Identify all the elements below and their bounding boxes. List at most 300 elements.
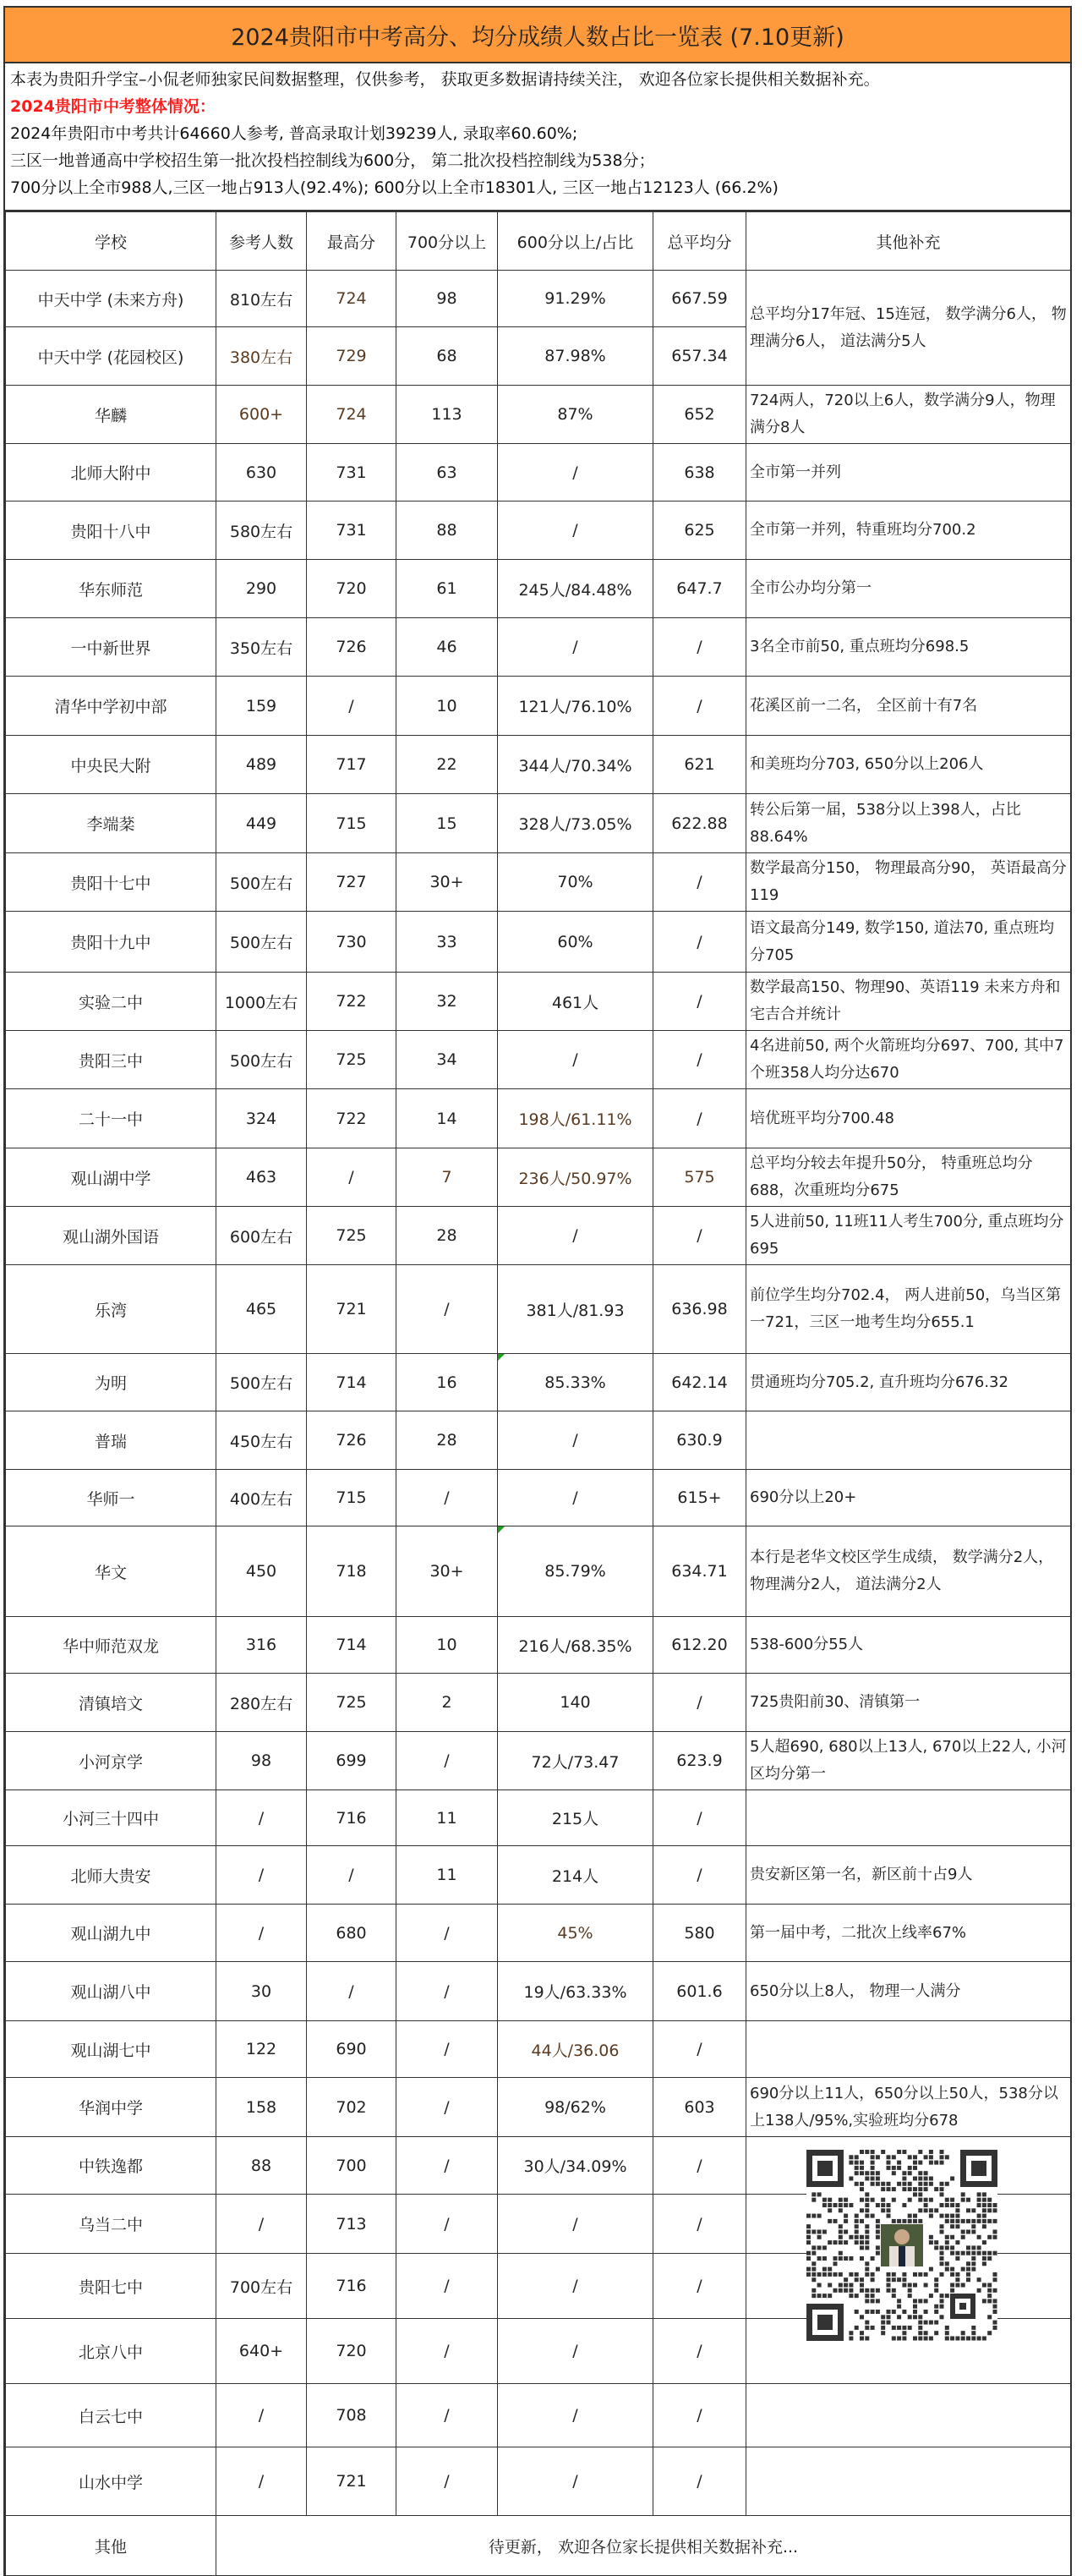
table-row xyxy=(6,1470,1071,1526)
table-row xyxy=(6,2447,1071,2516)
cell-avg: 615+ xyxy=(653,1470,746,1526)
cell-max: 716 xyxy=(307,2254,396,2319)
cell-over600: 87% xyxy=(498,386,653,444)
cell-max: 702 xyxy=(307,2078,396,2137)
cell-max: 680 xyxy=(307,1905,396,1962)
cell-over600: 85.33% xyxy=(498,1354,653,1411)
footer-text: 待更新， 欢迎各位家长提供相关数据补充... xyxy=(216,2516,1071,2576)
cell-over600: 236人/50.97% xyxy=(498,1148,653,1207)
cell-school: 贵阳十七中 xyxy=(6,853,216,912)
cell-count: / xyxy=(216,1846,307,1905)
cell-over700: / xyxy=(396,1732,498,1790)
cell-over600: 72人/73.47 xyxy=(498,1732,653,1790)
cell-school: 中铁逸都 xyxy=(6,2137,216,2195)
cell-note: 690分以上11人，650分以上50人，538分以上138人/95%,实验班均分678 xyxy=(746,2078,1071,2137)
cell-max: 730 xyxy=(307,912,396,973)
cell-max: / xyxy=(307,1846,396,1905)
cell-count: 580左右 xyxy=(216,501,307,560)
header-over600: 600分以上/占比 xyxy=(498,212,653,271)
cell-avg: 667.59 xyxy=(653,271,746,327)
cell-avg: / xyxy=(653,973,746,1031)
cell-over700: / xyxy=(396,1470,498,1526)
cell-over600: / xyxy=(498,444,653,501)
cell-count: 463 xyxy=(216,1148,307,1207)
table-header-row xyxy=(6,212,1071,271)
header-school: 学校 xyxy=(6,212,216,271)
cell-count: 810左右 xyxy=(216,271,307,327)
table-row xyxy=(6,1089,1071,1148)
table-row xyxy=(6,1207,1071,1265)
cell-avg: / xyxy=(653,677,746,736)
cell-school: 华东师范 xyxy=(6,560,216,618)
cell-avg: / xyxy=(653,1846,746,1905)
cell-over700: 2 xyxy=(396,1674,498,1732)
cell-over600: 70% xyxy=(498,853,653,912)
cell-over700: 16 xyxy=(396,1354,498,1411)
cell-note: 全市第一并列，特重班均分700.2 xyxy=(746,501,1071,560)
table-row xyxy=(6,1526,1071,1617)
cell-school: 清华中学初中部 xyxy=(6,677,216,736)
cell-school: 贵阳十八中 xyxy=(6,501,216,560)
cell-note xyxy=(746,2384,1071,2447)
cell-over600: / xyxy=(498,2384,653,2447)
cell-max: 720 xyxy=(307,560,396,618)
cell-over600: / xyxy=(498,1031,653,1089)
cell-school: 华麟 xyxy=(6,386,216,444)
cell-over600: 91.29% xyxy=(498,271,653,327)
table-row xyxy=(6,444,1071,501)
cell-count: 630 xyxy=(216,444,307,501)
cell-over700: 30+ xyxy=(396,1526,498,1617)
cell-over600: 214人 xyxy=(498,1846,653,1905)
cell-school: 为明 xyxy=(6,1354,216,1411)
cell-avg: / xyxy=(653,1031,746,1089)
cell-school: 李端棻 xyxy=(6,794,216,853)
cell-school: 山水中学 xyxy=(6,2447,216,2516)
cell-note: 花溪区前一二名， 全区前十有7名 xyxy=(746,677,1071,736)
cell-note: 贯通班均分705.2, 直升班均分676.32 xyxy=(746,1354,1071,1411)
cell-over700: / xyxy=(396,2021,498,2078)
cell-over600: / xyxy=(498,618,653,677)
cell-over600: 140 xyxy=(498,1674,653,1732)
cell-over700: 30+ xyxy=(396,853,498,912)
table-row xyxy=(6,501,1071,560)
cell-avg: / xyxy=(653,2319,746,2384)
cell-school: 北京八中 xyxy=(6,2319,216,2384)
table-row xyxy=(6,1962,1071,2021)
cell-school: 中天中学 (花园校区) xyxy=(6,327,216,386)
cell-over600: / xyxy=(498,2447,653,2516)
cell-max: 725 xyxy=(307,1207,396,1265)
cell-school: 观山湖中学 xyxy=(6,1148,216,1207)
cell-over600: 98/62% xyxy=(498,2078,653,2137)
cell-avg: 638 xyxy=(653,444,746,501)
cell-max: 716 xyxy=(307,1790,396,1846)
cell-max: 722 xyxy=(307,1089,396,1148)
cell-count: 500左右 xyxy=(216,1354,307,1411)
table-row xyxy=(6,677,1071,736)
cell-over700: 14 xyxy=(396,1089,498,1148)
cell-over700: / xyxy=(396,2078,498,2137)
cell-avg: 636.98 xyxy=(653,1265,746,1354)
table-row xyxy=(6,973,1071,1031)
cell-school: 观山湖九中 xyxy=(6,1905,216,1962)
cell-note: 数学最高150、物理90、英语119 未来方舟和宅吉合并统计 xyxy=(746,973,1071,1031)
cell-over600: 215人 xyxy=(498,1790,653,1846)
cell-school: 贵阳三中 xyxy=(6,1031,216,1089)
table-row xyxy=(6,1905,1071,1962)
cell-max: 714 xyxy=(307,1617,396,1674)
cell-count: 159 xyxy=(216,677,307,736)
cell-over700: 10 xyxy=(396,677,498,736)
cell-avg: 603 xyxy=(653,2078,746,2137)
cell-note: 和美班均分703, 650分以上206人 xyxy=(746,736,1071,794)
intro-heading: 2024贵阳市中考整体情况： xyxy=(10,97,216,116)
cell-over600: / xyxy=(498,2319,653,2384)
cell-max: 722 xyxy=(307,973,396,1031)
cell-over700: / xyxy=(396,1962,498,2021)
cell-max: 708 xyxy=(307,2384,396,2447)
cell-school: 华润中学 xyxy=(6,2078,216,2137)
cell-school: 观山湖八中 xyxy=(6,1962,216,2021)
cell-max: 731 xyxy=(307,501,396,560)
cell-over600: 30人/34.09% xyxy=(498,2137,653,2195)
cell-avg: 642.14 xyxy=(653,1354,746,1411)
cell-school: 北师大贵安 xyxy=(6,1846,216,1905)
cell-over600: 19人/63.33% xyxy=(498,1962,653,2021)
cell-over600: 381人/81.93 xyxy=(498,1265,653,1354)
cell-over700: / xyxy=(396,2195,498,2254)
cell-over600: 121人/76.10% xyxy=(498,677,653,736)
table-row xyxy=(6,794,1071,853)
cell-school: 小河三十四中 xyxy=(6,1790,216,1846)
cell-max: 720 xyxy=(307,2319,396,2384)
table-row xyxy=(6,1031,1071,1089)
cell-avg: / xyxy=(653,2447,746,2516)
table-row xyxy=(6,2384,1071,2447)
footer-label: 其他 xyxy=(6,2516,216,2576)
cell-max: 727 xyxy=(307,853,396,912)
table-row xyxy=(6,736,1071,794)
cell-avg: / xyxy=(653,1207,746,1265)
cell-school: 华文 xyxy=(6,1526,216,1617)
cell-over600: 85.79% xyxy=(498,1526,653,1617)
cell-count: / xyxy=(216,2384,307,2447)
cell-over600: 216人/68.35% xyxy=(498,1617,653,1674)
cell-school: 贵阳十九中 xyxy=(6,912,216,973)
cell-count: / xyxy=(216,2447,307,2516)
cell-note xyxy=(746,2447,1071,2516)
cell-max: 699 xyxy=(307,1732,396,1790)
cell-avg: / xyxy=(653,853,746,912)
cell-count: / xyxy=(216,1790,307,1846)
cell-over700: 32 xyxy=(396,973,498,1031)
cell-avg: 652 xyxy=(653,386,746,444)
cell-over600: / xyxy=(498,1207,653,1265)
qr-code-icon xyxy=(806,2150,997,2341)
cell-over700: 46 xyxy=(396,618,498,677)
page-title: 2024贵阳市中考高分、均分成绩人数占比一览表 (7.10更新) xyxy=(5,8,1070,63)
table-row xyxy=(6,1148,1071,1207)
cell-over700: 28 xyxy=(396,1411,498,1470)
cell-note: 总平均分较去年提升50分， 特重班总均分688，次重班均分675 xyxy=(746,1148,1071,1207)
footer-row xyxy=(6,2516,1071,2576)
cell-max: 724 xyxy=(307,271,396,327)
cell-count: 600+ xyxy=(216,386,307,444)
cell-school: 小河京学 xyxy=(6,1732,216,1790)
cell-over700: 7 xyxy=(396,1148,498,1207)
cell-count: 400左右 xyxy=(216,1470,307,1526)
intro-line-4: 700分以上全市988人,三区一地占913人(92.4%); 600分以上全市18301人, 三区一地占12123人 (66.2%) xyxy=(10,178,779,197)
cell-note: 第一届中考，二批次上线率67% xyxy=(746,1905,1071,1962)
cell-school: 二十一中 xyxy=(6,1089,216,1148)
cell-count: 380左右 xyxy=(216,327,307,386)
cell-school: 中央民大附 xyxy=(6,736,216,794)
table-row xyxy=(6,1411,1071,1470)
table-row xyxy=(6,853,1071,912)
table-row xyxy=(6,1732,1071,1790)
cell-school: 一中新世界 xyxy=(6,618,216,677)
cell-count: 324 xyxy=(216,1089,307,1148)
cell-count: 450左右 xyxy=(216,1411,307,1470)
cell-note: 语文最高分149, 数学150, 道法70, 重点班均分705 xyxy=(746,912,1071,973)
cell-note: 转公后第一届，538分以上398人，占比88.64% xyxy=(746,794,1071,853)
cell-count: 158 xyxy=(216,2078,307,2137)
cell-school: 乌当二中 xyxy=(6,2195,216,2254)
cell-note: 数学最高分150， 物理最高分90， 英语最高分119 xyxy=(746,853,1071,912)
cell-over700: / xyxy=(396,2137,498,2195)
cell-over600: 198人/61.11% xyxy=(498,1089,653,1148)
cell-note: 5人超690, 680以上13人, 670以上22人, 小河区均分第一 xyxy=(746,1732,1071,1790)
cell-avg: 623.9 xyxy=(653,1732,746,1790)
table-row xyxy=(6,618,1071,677)
cell-school: 华中师范双龙 xyxy=(6,1617,216,1674)
cell-over600: 461人 xyxy=(498,973,653,1031)
cell-avg: / xyxy=(653,1089,746,1148)
cell-count: 350左右 xyxy=(216,618,307,677)
cell-school: 白云七中 xyxy=(6,2384,216,2447)
cell-over700: 68 xyxy=(396,327,498,386)
cell-note: 650分以上8人， 物理一人满分 xyxy=(746,1962,1071,2021)
cell-over700: 33 xyxy=(396,912,498,973)
cell-over700: / xyxy=(396,2254,498,2319)
cell-note: 690分以上20+ xyxy=(746,1470,1071,1526)
cell-max: 729 xyxy=(307,327,396,386)
cell-max: 725 xyxy=(307,1031,396,1089)
cell-count: 30 xyxy=(216,1962,307,2021)
cell-max: / xyxy=(307,1148,396,1207)
cell-max: 718 xyxy=(307,1526,396,1617)
cell-max: 721 xyxy=(307,1265,396,1354)
cell-max: 726 xyxy=(307,1411,396,1470)
cell-note xyxy=(746,1790,1071,1846)
cell-count: 500左右 xyxy=(216,1031,307,1089)
cell-count: 465 xyxy=(216,1265,307,1354)
cell-note: 538-600分55人 xyxy=(746,1617,1071,1674)
avatar-photo xyxy=(881,2224,923,2266)
table-row xyxy=(6,2078,1071,2137)
cell-count: 489 xyxy=(216,736,307,794)
cell-avg: 621 xyxy=(653,736,746,794)
cell-avg: 612.20 xyxy=(653,1617,746,1674)
table-row xyxy=(6,1265,1071,1354)
cell-over600: 245人/84.48% xyxy=(498,560,653,618)
cell-over600: / xyxy=(498,1470,653,1526)
cell-avg: / xyxy=(653,1790,746,1846)
cell-over600: 344人/70.34% xyxy=(498,736,653,794)
cell-note: 4名进前50, 两个火箭班均分697、700, 其中7个班358人均分达670 xyxy=(746,1031,1071,1089)
header-note: 其他补充 xyxy=(746,212,1071,271)
cell-over600: / xyxy=(498,2254,653,2319)
cell-over700: 63 xyxy=(396,444,498,501)
cell-note: 全市第一并列 xyxy=(746,444,1071,501)
intro-line-1: 本表为贵阳升学宝–小侃老师独家民间数据整理，仅供参考， 获取更多数据请持续关注， 欢迎各位家长提供相关数据补充。 xyxy=(10,70,880,89)
cell-max: 714 xyxy=(307,1354,396,1411)
cell-avg: 647.7 xyxy=(653,560,746,618)
cell-avg: / xyxy=(653,2021,746,2078)
cell-over600: / xyxy=(498,1411,653,1470)
cell-school: 观山湖七中 xyxy=(6,2021,216,2078)
cell-over700: / xyxy=(396,1265,498,1354)
cell-avg: / xyxy=(653,2137,746,2195)
cell-max: 713 xyxy=(307,2195,396,2254)
cell-over600: 44人/36.06 xyxy=(498,2021,653,2078)
cell-max: 715 xyxy=(307,1470,396,1526)
cell-count: 98 xyxy=(216,1732,307,1790)
cell-over600: 87.98% xyxy=(498,327,653,386)
table-row xyxy=(6,1790,1071,1846)
cell-note xyxy=(746,1411,1071,1470)
cell-over600: / xyxy=(498,501,653,560)
cell-over700: / xyxy=(396,2384,498,2447)
cell-avg: 622.88 xyxy=(653,794,746,853)
cell-note: 3名全市前50, 重点班均分698.5 xyxy=(746,618,1071,677)
table-row xyxy=(6,2021,1071,2078)
intro-section xyxy=(5,63,1070,211)
cell-avg: 630.9 xyxy=(653,1411,746,1470)
cell-max: 700 xyxy=(307,2137,396,2195)
cell-school: 清镇培文 xyxy=(6,1674,216,1732)
cell-school: 华师一 xyxy=(6,1470,216,1526)
cell-over700: / xyxy=(396,2319,498,2384)
table-row xyxy=(6,1846,1071,1905)
cell-avg: 580 xyxy=(653,1905,746,1962)
cell-over600: 60% xyxy=(498,912,653,973)
cell-avg: / xyxy=(653,2195,746,2254)
header-count: 参考人数 xyxy=(216,212,307,271)
cell-avg: / xyxy=(653,618,746,677)
cell-count: 316 xyxy=(216,1617,307,1674)
cell-count: / xyxy=(216,2195,307,2254)
intro-line-3: 三区一地普通高中学校招生第一批次投档控制线为600分， 第二批次投档控制线为538分； xyxy=(10,151,655,170)
cell-note: 5人进前50, 11班11人考生700分, 重点班均分695 xyxy=(746,1207,1071,1265)
cell-over700: / xyxy=(396,2447,498,2516)
cell-avg: 634.71 xyxy=(653,1526,746,1617)
table-row xyxy=(6,1354,1071,1411)
table-row xyxy=(6,271,1071,327)
cell-max: 725 xyxy=(307,1674,396,1732)
cell-note: 培优班平均分700.48 xyxy=(746,1089,1071,1148)
cell-over700: 98 xyxy=(396,271,498,327)
cell-school: 乐湾 xyxy=(6,1265,216,1354)
cell-count: 600左右 xyxy=(216,1207,307,1265)
cell-over700: 11 xyxy=(396,1846,498,1905)
cell-count: 122 xyxy=(216,2021,307,2078)
header-max: 最高分 xyxy=(307,212,396,271)
cell-avg: / xyxy=(653,2384,746,2447)
cell-note: 724两人，720以上6人，数学满分9人，物理满分8人 xyxy=(746,386,1071,444)
cell-avg: / xyxy=(653,1674,746,1732)
cell-count: / xyxy=(216,1905,307,1962)
cell-max: 726 xyxy=(307,618,396,677)
cell-over700: 28 xyxy=(396,1207,498,1265)
cell-school: 北师大附中 xyxy=(6,444,216,501)
cell-avg: 601.6 xyxy=(653,1962,746,2021)
cell-note: 总平均分17年冠、15连冠， 数学满分6人， 物理满分6人， 道法满分5人 xyxy=(746,271,1071,386)
cell-over700: 61 xyxy=(396,560,498,618)
table-row xyxy=(6,386,1071,444)
cell-avg: 625 xyxy=(653,501,746,560)
cell-count: 450 xyxy=(216,1526,307,1617)
cell-count: 500左右 xyxy=(216,853,307,912)
cell-over700: 113 xyxy=(396,386,498,444)
cell-over700: 15 xyxy=(396,794,498,853)
cell-avg: / xyxy=(653,912,746,973)
cell-max: 731 xyxy=(307,444,396,501)
table-row xyxy=(6,560,1071,618)
cell-count: 280左右 xyxy=(216,1674,307,1732)
cell-max: 717 xyxy=(307,736,396,794)
cell-note: 全市公办均分第一 xyxy=(746,560,1071,618)
cell-over600: 328人/73.05% xyxy=(498,794,653,853)
cell-max: 690 xyxy=(307,2021,396,2078)
cell-count: 1000左右 xyxy=(216,973,307,1031)
cell-note: 贵安新区第一名，新区前十占9人 xyxy=(746,1846,1071,1905)
cell-over600: / xyxy=(498,2195,653,2254)
cell-note xyxy=(746,2021,1071,2078)
table-row xyxy=(6,1617,1071,1674)
cell-max: 724 xyxy=(307,386,396,444)
cell-count: 700左右 xyxy=(216,2254,307,2319)
cell-school: 实验二中 xyxy=(6,973,216,1031)
cell-school: 中天中学 (未来方舟) xyxy=(6,271,216,327)
cell-note: 前位学生均分702.4， 两人进前50，乌当区第一721，三区一地考生均分655.1 xyxy=(746,1265,1071,1354)
cell-max: 721 xyxy=(307,2447,396,2516)
cell-over600: 45% xyxy=(498,1905,653,1962)
cell-school: 普瑞 xyxy=(6,1411,216,1470)
header-over700: 700分以上 xyxy=(396,212,498,271)
table-row xyxy=(6,1674,1071,1732)
cell-count: 449 xyxy=(216,794,307,853)
cell-over700: 88 xyxy=(396,501,498,560)
cell-count: 88 xyxy=(216,2137,307,2195)
cell-max: / xyxy=(307,677,396,736)
intro-line-2: 2024年贵阳市中考共计64660人参考, 普高录取计划39239人, 录取率60.60%; xyxy=(10,124,578,143)
cell-avg: 575 xyxy=(653,1148,746,1207)
cell-over700: 10 xyxy=(396,1617,498,1674)
cell-note: 725贵阳前30、清镇第一 xyxy=(746,1674,1071,1732)
cell-max: 715 xyxy=(307,794,396,853)
cell-note: 本行是老华文校区学生成绩， 数学满分2人， 物理满分2人， 道法满分2人 xyxy=(746,1526,1071,1617)
cell-over700: / xyxy=(396,1905,498,1962)
cell-over700: 11 xyxy=(396,1790,498,1846)
cell-over700: 22 xyxy=(396,736,498,794)
cell-over700: 34 xyxy=(396,1031,498,1089)
header-avg: 总平均分 xyxy=(653,212,746,271)
cell-max: / xyxy=(307,1962,396,2021)
cell-count: 640+ xyxy=(216,2319,307,2384)
cell-school: 贵阳七中 xyxy=(6,2254,216,2319)
